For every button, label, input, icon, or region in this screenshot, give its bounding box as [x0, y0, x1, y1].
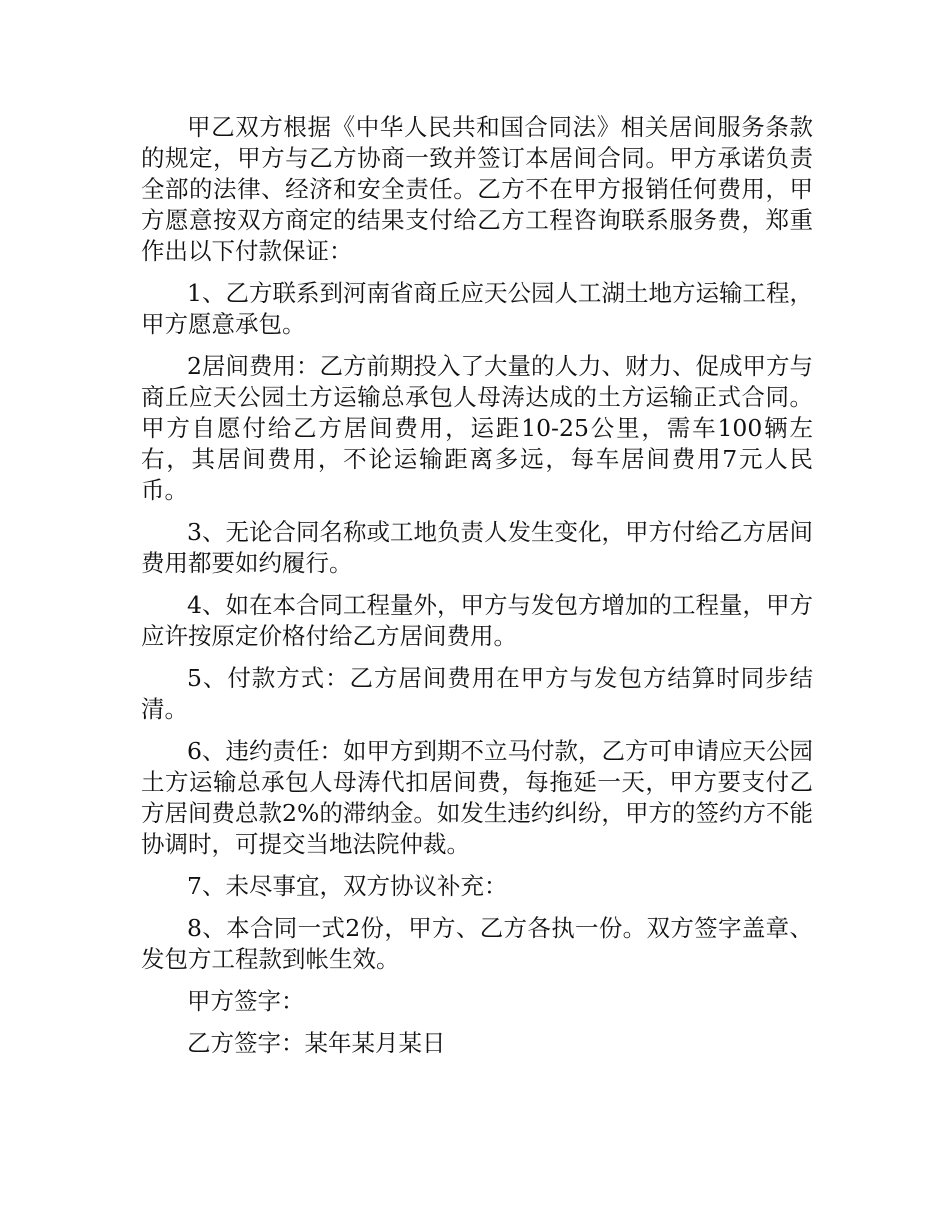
party-b-signature-line: 乙方签字：某年某月某日: [187, 1029, 446, 1057]
clause-4-paragraph: 4、如在本合同工程量外，甲方与发包方增加的工程量，甲方应许按原定价格付给乙方居间费用。: [141, 591, 813, 650]
party-a-signature-line: 甲方签字：: [187, 987, 305, 1015]
clause-6-paragraph: 6、违约责任：如甲方到期不立马付款，乙方可申请应天公园土方运输总承包人母涛代扣居间费，每拖延一天，甲方要支付乙方居间费总款2%的滞纳金。如发生违约纠纷，甲方的签约方不能协调时，可提交当地法院仲裁。: [141, 737, 813, 858]
clause-2-paragraph: 2居间费用：乙方前期投入了大量的人力、财力、促成甲方与商丘应天公园土方运输总承包人母涛达成的土方运输正式合同。甲方自愿付给乙方居间费用，运距10-25公里，需车100辆左右，其居间费用，不论运输距离多远，每车居间费用7元人民币。: [141, 352, 813, 504]
clause-1-paragraph: 1、乙方联系到河南省商丘应天公园人工湖土地方运输工程，甲方愿意承包。: [141, 279, 813, 338]
clause-8-paragraph: 8、本合同一式2份，甲方、乙方各执一份。双方签字盖章、发包方工程款到帐生效。: [141, 914, 813, 973]
clause-3-paragraph: 3、无论合同名称或工地负责人发生变化，甲方付给乙方居间费用都要如约履行。: [141, 518, 813, 577]
document-body: [141, 112, 813, 1070]
clause-7-paragraph: 7、未尽事宜，双方协议补充：: [187, 872, 508, 900]
preamble-paragraph: 甲乙双方根据《中华人民共和国合同法》相关居间服务条款的规定，甲方与乙方协商一致并签订本居间合同。甲方承诺负责全部的法律、经济和安全责任。乙方不在甲方报销任何费用，甲方愿意按双方商定的结果支付给乙方工程咨询联系服务费，郑重作出以下付款保证：: [141, 113, 813, 265]
clause-5-paragraph: 5、付款方式：乙方居间费用在甲方与发包方结算时同步结清。: [141, 664, 813, 723]
